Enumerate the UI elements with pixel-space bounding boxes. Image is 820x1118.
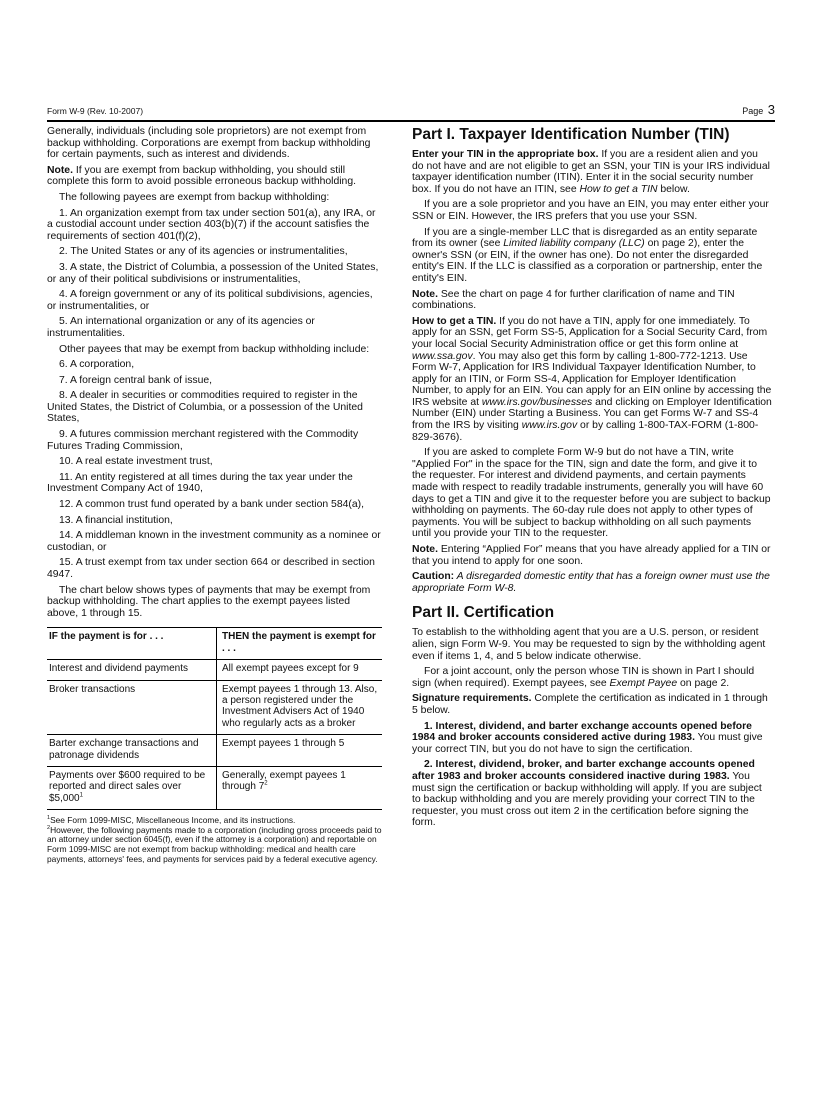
table-cell: Payments over $600 required to be reported and direct sales over $5,000$^1$ (47, 767, 217, 810)
chart-intro: The chart below shows types of payments that may be exempt from backup withholding. The chart applies to the exempt payees listed above, 1 through 15. (47, 584, 371, 619)
list-item: 4. A foreign government or any of its political subdivisions, agencies, or instrumentalities, or (47, 289, 373, 312)
footnote: $^2$However, the following payments made to a corporation (including gross proceeds paid to an attorney under section 6045(f), even if the attorney is a corporation) and reportable on Form 1099-MISC are not exempt from backup withholding: medical and health care payments, attorneys' fees, and payments for services paid by a federal executive agency. (47, 824, 382, 864)
joint-account-paragraph: For a joint account, only the person whose TIN is shown in Part I should sign (when required). Exempt payees, see Exempt Payee on page 2. (412, 666, 755, 689)
ssa-link[interactable]: www.ssa.gov (412, 350, 473, 362)
page-header (47, 104, 775, 118)
how-to-get-tin: How to get a TIN. If you do not have a TIN, apply for one immediately. To apply for an SSN, get Form SS-5, Application for a Social Security Card, from your local Social Security Administration office or get this form online at www.ssa.gov. You may also get this form by calling 1-800-772-1213. Use Form W-7, Application for IRS Individual Taxpayer Identification Number, to apply for an ITIN, or Form SS-4, Application for Employer Identification Number, to apply for an EIN. You can apply for an EIN online by accessing the IRS website at www.irs.gov/businesses and clicking on Employer Identification Number (EIN) under Starting a Business. You can get Forms W-7 and SS-4 from the IRS by visiting www.irs.gov or by calling 1-800-TAX-FORM (1-800-829-3676). (412, 315, 772, 443)
enter-tin-paragraph: Enter your TIN in the appropriate box. If you are a resident alien and you do not have and are not eligible to get an SSN, your TIN is your IRS individual taxpayer identification number (ITIN). Enter it in the social security number box. If you do not have an ITIN, see How to get a TIN below. (412, 149, 770, 195)
page-word: Page (742, 106, 764, 116)
sole-proprietor-paragraph: If you are a sole proprietor and you have an EIN, you may enter either your SSN or EIN. However, the IRS prefers that you use your SSN. (412, 199, 769, 222)
table-cell: Exempt payees 1 through 5 (217, 735, 383, 767)
list-item: 11. An entity registered at all times during the tax year under the Investment Company Act of 1940, (47, 471, 353, 495)
footnotes (47, 816, 382, 864)
table-cell: Interest and dividend payments (47, 660, 217, 680)
irs-link[interactable]: www.irs.gov (521, 420, 578, 432)
note-label: Note. (47, 164, 73, 176)
irs-businesses-link[interactable]: www.irs.gov/businesses (481, 396, 593, 408)
page-indicator (742, 102, 775, 117)
part2-heading: Part II. Certification (412, 604, 555, 622)
requirement-item: 2. Interest, dividend, broker, and barter exchange accounts opened after 1983 and broker accounts considered inactive during 1983. You must sign the certification or backup withholding will apply. If you are subject to backup withholding and you are merely providing your correct TIN to the requester, you must cross out item 2 in the certification before signing the form. (412, 759, 762, 829)
exempt-payees-intro: The following payees are exempt from backup withholding: (59, 191, 330, 203)
list-item: 8. A dealer in securities or commodities required to register in the United States, the District of Columbia, or a possession of the United States, (47, 390, 363, 425)
note-exempt: Note. If you are exempt from backup withholding, you should still complete this form to avoid possible erroneous backup withholding. (47, 164, 357, 188)
llc-paragraph: If you are a single-member LLC that is disregarded as an entity separate from its owner (see Limited liability company (LLC) on page 2), enter the owner's SSN (or EIN, if the owner has one). Do not enter the disregarded entity's EIN. If the LLC is classified as a corporation or partnership, enter the entity's EIN. (412, 226, 763, 284)
requirement-item: 1. Interest, dividend, and barter exchange accounts opened before 1984 and broker accounts considered active during 1983. You must give your correct TIN, but you do not have to sign the certification. (412, 720, 763, 755)
list-item: 13. A financial institution, (59, 514, 173, 526)
table-row (47, 735, 382, 767)
table-cell: Exempt payees 1 through 13. Also, a person registered under the Investment Advisers Act of 1940 who regularly acts as a broker (217, 680, 383, 735)
list-item: 7. A foreign central bank of issue, (59, 374, 213, 386)
table-header: IF the payment is for . . . (47, 628, 217, 660)
left-column (47, 126, 382, 864)
table-row (47, 660, 382, 680)
intro-paragraph: Generally, individuals (including sole proprietors) are not exempt from backup withholding. Corporations are exempt from backup withholding for certain payments, such as interest and dividends. (47, 126, 371, 161)
list-item: 6. A corporation, (59, 359, 135, 371)
right-column (412, 126, 772, 833)
other-payees-intro: Other payees that may be exempt from backup withholding include: (59, 343, 370, 355)
caution: Caution: A disregarded domestic entity that has a foreign owner must use the appropriate Form W-8. (412, 571, 770, 594)
table-row (47, 680, 382, 735)
footnote-ref: 1 (79, 792, 83, 799)
part1-heading: Part I. Taxpayer Identification Number (TIN) (412, 126, 730, 143)
form-label: Form W-9 (Rev. 10-2007) (47, 106, 144, 116)
table-header: THEN the payment is exempt for . . . (217, 628, 383, 660)
header-rule (47, 120, 775, 122)
table-cell: Barter exchange transactions and patronage dividends (47, 735, 217, 767)
list-item: 10. A real estate investment trust, (59, 456, 213, 468)
table-cell: Generally, exempt payees 1 through $7^2$ (217, 767, 383, 810)
table-row (47, 767, 382, 810)
table-header-row (47, 628, 382, 660)
table-cell: All exempt payees except for 9 (217, 660, 383, 680)
table-cell: Broker transactions (47, 680, 217, 735)
page-number: 3 (767, 102, 775, 117)
list-item: 12. A common trust fund operated by a bank under section 584(a), (59, 499, 364, 511)
exempt-payments-table (47, 627, 382, 810)
certification-paragraph: To establish to the withholding agent that you are a U.S. person, or resident alien, sign Form W-9. You may be requested to sign by the withholding agent even if items 1, 4, and 5 below indicate otherwise. (412, 627, 766, 662)
list-item: 3. A state, the District of Columbia, a possession of the United States, or any of their political subdivisions or instrumentalities, (47, 261, 379, 285)
list-item: 5. An international organization or any of its agencies or instrumentalities. (47, 316, 315, 339)
list-item: 9. A futures commission merchant registered with the Commodity Futures Trading Commission, (47, 429, 359, 452)
note-chart: Note. See the chart on page 4 for further clarification of name and TIN combinations. (412, 288, 735, 312)
list-item: 14. A middleman known in the investment community as a nominee or custodian, or (47, 530, 381, 553)
applied-for-paragraph: If you are asked to complete Form W-9 but do not have a TIN, write "Applied For" in the space for the TIN, sign and date the form, and give it to the requester. For interest and dividend payments, and certain payments made with respect to readily tradable instruments, generally you will have 60 days to get a TIN and give it to the requester before you are subject to backup withholding on payments. The 60-day rule does not apply to other types of payments. You will be subject to backup withholding on all such payments until you provide your TIN to the requester. (412, 447, 771, 540)
list-item: 2. The United States or any of its agencies or instrumentalities, (59, 246, 348, 258)
list-item: 1. An organization exempt from tax under section 501(a), any IRA, or a custodial account under section 403(b)(7) if the account satisfies the requirements of section 401(f)(2), (47, 207, 376, 242)
footnote: $^1$See Form 1099-MISC, Miscellaneous Income, and its instructions. (47, 815, 296, 826)
note-applied-for: Note. Entering “Applied For” means that you have already applied for a TIN or that you intend to apply for one soon. (412, 544, 771, 567)
signature-requirements: Signature requirements. Complete the certification as indicated in 1 through 5 below. (412, 693, 768, 716)
list-item: 15. A trust exempt from tax under section 664 or described in section 4947. (47, 557, 375, 580)
footnote-ref: 2 (264, 781, 268, 788)
